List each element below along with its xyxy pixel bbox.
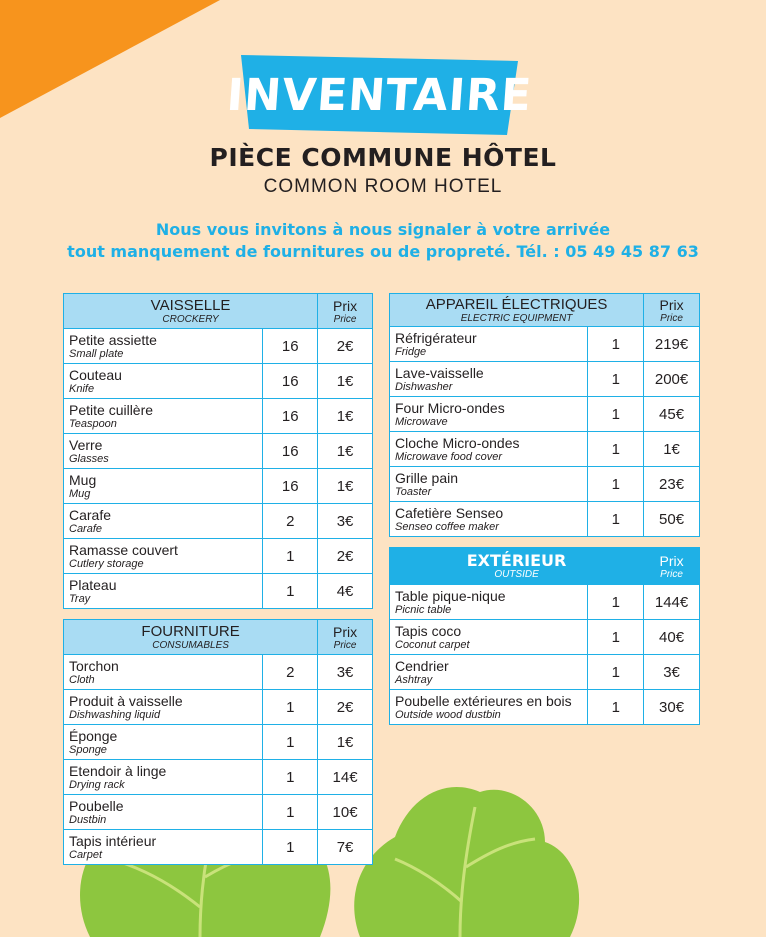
item-quantity: 1 [263, 725, 318, 760]
item-name-cell [64, 469, 263, 504]
item-name-cell [390, 690, 588, 725]
item-name-en: Cloth [69, 673, 95, 686]
item-quantity: 1 [588, 432, 644, 467]
item-quantity: 1 [588, 467, 644, 502]
table-row [390, 397, 700, 432]
item-name-cell [64, 795, 263, 830]
item-name-en: Drying rack [69, 778, 125, 791]
price-sublabel: Price [660, 312, 683, 324]
item-name-fr: Carafe [69, 506, 112, 523]
item-name-fr: Grille pain [395, 469, 459, 486]
table-row [64, 434, 373, 469]
item-price: 45€ [644, 397, 700, 432]
item-name-en: Small plate [69, 347, 124, 360]
item-name-en: Ashtray [395, 673, 433, 686]
item-name-fr: Lave-vaisselle [395, 364, 484, 381]
item-name-en: Toaster [395, 485, 432, 498]
item-name-en: Picnic table [395, 603, 452, 616]
table-row [390, 655, 700, 690]
table-title: VAISSELLE [150, 296, 231, 314]
item-name-en: Teaspoon [69, 417, 117, 430]
table-subtitle: OUTSIDE [494, 568, 539, 580]
item-price: 40€ [644, 620, 700, 655]
table-body [390, 327, 700, 537]
item-name-fr: Cloche Micro-ondes [395, 434, 520, 451]
table-header [390, 548, 700, 585]
item-quantity: 16 [263, 364, 318, 399]
intro-line-2: tout manquement de fournitures ou de propreté. Tél. : 05 49 45 87 63 [67, 242, 699, 261]
item-price: 2€ [318, 539, 373, 574]
item-name-en: Microwave [395, 415, 448, 428]
item-name-cell [64, 760, 263, 795]
price-header-cell [644, 548, 700, 585]
item-name-fr: Cendrier [395, 657, 449, 674]
item-name-en: Dishwasher [395, 380, 453, 393]
item-name-fr: Couteau [69, 366, 122, 383]
table-row [390, 620, 700, 655]
table-fourniture [63, 619, 373, 865]
item-quantity: 1 [263, 830, 318, 865]
item-price: 200€ [644, 362, 700, 397]
table-row [390, 690, 700, 725]
item-price: 2€ [318, 690, 373, 725]
item-name-fr: Tapis intérieur [69, 832, 157, 849]
table-row [64, 830, 373, 865]
item-name-en: Glasses [69, 452, 109, 465]
item-price: 7€ [318, 830, 373, 865]
price-header-cell [318, 620, 373, 655]
intro-text [0, 219, 766, 263]
table-subtitle: CONSUMABLES [152, 639, 229, 651]
table-header [390, 294, 700, 327]
item-name-fr: Ramasse couvert [69, 541, 178, 558]
item-quantity: 1 [588, 397, 644, 432]
table-row [64, 655, 373, 690]
item-price: 50€ [644, 502, 700, 537]
item-name-fr: Verre [69, 436, 103, 453]
table-appareil [389, 293, 700, 537]
table-row [390, 362, 700, 397]
price-label: Prix [333, 623, 358, 640]
item-quantity: 1 [263, 795, 318, 830]
item-name-cell [64, 655, 263, 690]
table-header [64, 620, 373, 655]
table-subtitle: CROCKERY [162, 313, 219, 325]
item-name-fr: Torchon [69, 657, 119, 674]
item-price: 219€ [644, 327, 700, 362]
table-title: FOURNITURE [141, 622, 240, 640]
item-quantity: 1 [588, 620, 644, 655]
item-name-cell [64, 690, 263, 725]
table-row [390, 432, 700, 467]
table-row [64, 725, 373, 760]
item-name-cell [64, 329, 263, 364]
table-title-cell [390, 294, 644, 327]
table-exterieur [389, 547, 700, 725]
item-name-cell [64, 830, 263, 865]
price-header-cell [644, 294, 700, 327]
table-title-cell [64, 294, 318, 329]
table-row [390, 327, 700, 362]
page-title: PIÈCE COMMUNE HÔTEL [209, 143, 557, 172]
item-name-cell [64, 434, 263, 469]
item-quantity: 16 [263, 434, 318, 469]
item-quantity: 1 [588, 362, 644, 397]
item-price: 10€ [318, 795, 373, 830]
item-name-fr: Petite cuillère [69, 401, 154, 418]
price-sublabel: Price [333, 313, 357, 325]
item-name-fr: Mug [69, 471, 97, 488]
item-name-en: Carpet [69, 848, 103, 861]
item-name-cell [390, 502, 588, 537]
item-name-cell [390, 467, 588, 502]
table-row [64, 539, 373, 574]
item-name-fr: Réfrigérateur [395, 329, 477, 346]
table-title-cell [64, 620, 318, 655]
item-price: 1€ [318, 364, 373, 399]
table-row [64, 690, 373, 725]
item-quantity: 2 [263, 655, 318, 690]
item-name-cell [390, 397, 588, 432]
table-row [64, 760, 373, 795]
item-name-fr: Poubelle [69, 797, 124, 814]
item-price: 3€ [644, 655, 700, 690]
item-quantity: 16 [263, 329, 318, 364]
page-subtitle: COMMON ROOM HOTEL [263, 176, 503, 197]
table-body [64, 329, 373, 609]
item-name-en: Fridge [395, 345, 427, 358]
item-name-fr: Petite assiette [69, 331, 157, 348]
item-quantity: 1 [263, 690, 318, 725]
item-name-en: Microwave food cover [395, 450, 502, 463]
table-row [64, 504, 373, 539]
item-name-fr: Poubelle extérieures en bois [395, 692, 572, 709]
item-price: 1€ [318, 399, 373, 434]
table-title-cell [390, 548, 644, 585]
price-sublabel: Price [333, 639, 357, 651]
table-row [64, 399, 373, 434]
price-label: Prix [659, 296, 684, 313]
item-name-en: Coconut carpet [395, 638, 470, 651]
item-name-cell [64, 725, 263, 760]
item-quantity: 16 [263, 469, 318, 504]
table-header [64, 294, 373, 329]
item-quantity: 2 [263, 504, 318, 539]
item-name-cell [390, 620, 588, 655]
table-subtitle: ELECTRIC EQUIPMENT [460, 312, 573, 324]
banner-title: INVENTAIRE [225, 69, 534, 121]
item-name-fr: Etendoir à linge [69, 762, 167, 779]
item-name-fr: Éponge [69, 727, 118, 744]
item-quantity: 1 [588, 327, 644, 362]
item-name-fr: Produit à vaisselle [69, 692, 183, 709]
item-name-cell [64, 574, 263, 609]
item-price: 2€ [318, 329, 373, 364]
item-price: 144€ [644, 585, 700, 620]
item-name-en: Knife [69, 382, 95, 395]
item-name-cell [390, 362, 588, 397]
item-name-en: Sponge [69, 743, 107, 756]
item-name-en: Dishwashing liquid [69, 708, 161, 721]
item-quantity: 1 [263, 539, 318, 574]
item-name-fr: Table pique-nique [395, 587, 506, 604]
item-name-cell [64, 364, 263, 399]
item-name-cell [390, 327, 588, 362]
item-name-en: Senseo coffee maker [395, 520, 499, 533]
item-price: 30€ [644, 690, 700, 725]
item-price: 3€ [318, 655, 373, 690]
item-quantity: 1 [588, 585, 644, 620]
item-quantity: 1 [588, 690, 644, 725]
table-vaisselle [63, 293, 373, 609]
intro-line-1: Nous vous invitons à nous signaler à votre arrivée [155, 220, 611, 239]
price-sublabel: Price [660, 568, 683, 580]
item-name-en: Cutlery storage [69, 557, 144, 570]
item-quantity: 1 [263, 574, 318, 609]
item-name-fr: Four Micro-ondes [395, 399, 505, 416]
item-quantity: 1 [263, 760, 318, 795]
item-name-cell [390, 585, 588, 620]
item-price: 23€ [644, 467, 700, 502]
table-body [390, 585, 700, 725]
table-row [64, 329, 373, 364]
item-price: 1€ [318, 434, 373, 469]
item-name-cell [64, 539, 263, 574]
item-name-en: Carafe [69, 522, 103, 535]
item-price: 4€ [318, 574, 373, 609]
item-quantity: 16 [263, 399, 318, 434]
item-name-fr: Tapis coco [395, 622, 462, 639]
table-row [64, 574, 373, 609]
table-title: APPAREIL ÉLECTRIQUES [425, 295, 608, 313]
table-row [390, 585, 700, 620]
table-row [390, 502, 700, 537]
item-name-cell [390, 432, 588, 467]
item-price: 1€ [318, 725, 373, 760]
item-price: 1€ [318, 469, 373, 504]
price-label: Prix [659, 552, 684, 569]
table-row [64, 469, 373, 504]
item-name-cell [390, 655, 588, 690]
item-name-en: Mug [69, 487, 91, 500]
item-quantity: 1 [588, 502, 644, 537]
table-row [64, 795, 373, 830]
table-title: EXTÉRIEUR [466, 550, 567, 570]
item-name-en: Outside wood dustbin [395, 708, 501, 721]
price-header-cell [318, 294, 373, 329]
item-name-cell [64, 399, 263, 434]
price-label: Prix [333, 297, 358, 314]
item-price: 14€ [318, 760, 373, 795]
corner-decoration [0, 0, 220, 118]
item-name-en: Dustbin [69, 813, 107, 826]
item-name-cell [64, 504, 263, 539]
table-body [64, 655, 373, 865]
item-name-fr: Plateau [69, 576, 117, 593]
item-quantity: 1 [588, 655, 644, 690]
item-price: 1€ [644, 432, 700, 467]
table-row [390, 467, 700, 502]
table-row [64, 364, 373, 399]
item-price: 3€ [318, 504, 373, 539]
item-name-fr: Cafetière Senseo [395, 504, 504, 521]
item-name-en: Tray [69, 592, 91, 605]
